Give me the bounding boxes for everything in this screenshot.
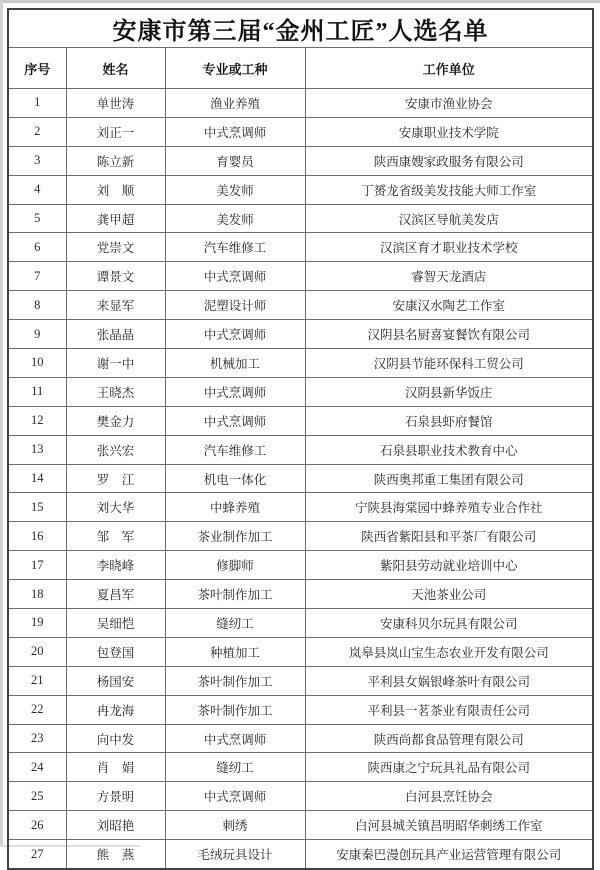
cell-work-unit: 平利县一茗茶业有限责任公司 [305,695,593,724]
cell-person-name: 向中发 [66,724,165,753]
table-row [8,233,593,262]
cell-profession: 缝纫工 [165,753,305,782]
cell-person-name: 张兴宏 [66,435,165,464]
cell-serial-number: 13 [8,435,66,464]
table-row [8,435,593,464]
cell-serial-number: 21 [8,666,66,695]
header-no: 序号 [8,48,66,89]
header-profession: 专业或工种 [165,48,305,89]
cell-profession: 中式烹调师 [165,724,305,753]
cell-person-name: 单世涛 [66,89,165,118]
table-row [8,464,593,493]
table-row [8,117,593,146]
cell-work-unit: 石泉县职业技术教育中心 [305,435,593,464]
cell-profession: 泥塑设计师 [165,291,305,320]
table-row [8,349,593,378]
cell-work-unit: 安康秦巴漫创玩具产业运营管理有限公司 [305,840,593,869]
cell-work-unit: 石泉县虾府餐馆 [305,406,593,435]
table-row [8,753,593,782]
table-row [8,840,593,869]
cell-person-name: 包登国 [66,637,165,666]
cell-work-unit: 白河县烹饪协会 [305,782,593,811]
cell-profession: 茶业制作加工 [165,522,305,551]
cell-person-name: 王晓杰 [66,377,165,406]
cell-serial-number: 19 [8,609,66,638]
cell-work-unit: 丁赟龙省级美发技能大师工作室 [305,175,593,204]
cell-serial-number: 8 [8,291,66,320]
table-row [8,724,593,753]
table-body [8,89,593,870]
table-row [8,493,593,522]
cell-person-name: 方景明 [66,782,165,811]
table-row [8,522,593,551]
cell-work-unit: 汉阴县新华饭庄 [305,377,593,406]
table-row [8,291,593,320]
cell-work-unit: 白河县城关镇昌明昭华刺绣工作室 [305,811,593,840]
page-edge-top [0,0,600,3]
table-row [8,262,593,291]
cell-profession: 美发师 [165,175,305,204]
cell-serial-number: 10 [8,349,66,378]
cell-profession: 毛绒玩具设计 [165,840,305,869]
cell-work-unit: 天池茶业公司 [305,580,593,609]
cell-work-unit: 陕西省紫阳县和平茶厂有限公司 [305,522,593,551]
table-row [8,175,593,204]
cell-serial-number: 9 [8,320,66,349]
cell-profession: 缝纫工 [165,609,305,638]
cell-serial-number: 11 [8,377,66,406]
cell-serial-number: 27 [8,840,66,869]
cell-work-unit: 安康市渔业协会 [305,89,593,118]
cell-profession: 茶叶制作加工 [165,580,305,609]
table-row [8,580,593,609]
cell-profession: 育婴员 [165,146,305,175]
cell-serial-number: 25 [8,782,66,811]
cell-work-unit: 陕西奥邦重工集团有限公司 [305,464,593,493]
cell-profession: 中式烹调师 [165,782,305,811]
cell-person-name: 刘 顺 [66,175,165,204]
cell-serial-number: 23 [8,724,66,753]
cell-serial-number: 20 [8,637,66,666]
cell-person-name: 刘正一 [66,117,165,146]
cell-person-name: 熊 燕 [66,840,165,869]
cell-work-unit: 汉滨区导航美发店 [305,204,593,233]
table-row [8,637,593,666]
table-row [8,666,593,695]
cell-profession: 渔业养殖 [165,89,305,118]
cell-profession: 汽车维修工 [165,233,305,262]
cell-work-unit: 睿智天龙酒店 [305,262,593,291]
cell-serial-number: 16 [8,522,66,551]
cell-serial-number: 3 [8,146,66,175]
cell-work-unit: 安康汉水陶艺工作室 [305,291,593,320]
cell-person-name: 龚甲超 [66,204,165,233]
cell-person-name: 杨国安 [66,666,165,695]
header-unit: 工作单位 [305,48,593,89]
cell-serial-number: 22 [8,695,66,724]
table-row [8,320,593,349]
cell-serial-number: 4 [8,175,66,204]
cell-work-unit: 岚皋县岚山宝生态农业开发有限公司 [305,637,593,666]
cell-person-name: 刘昭艳 [66,811,165,840]
cell-person-name: 李晓峰 [66,551,165,580]
table-row [8,377,593,406]
cell-serial-number: 5 [8,204,66,233]
cell-person-name: 罗 江 [66,464,165,493]
cell-profession: 机械加工 [165,349,305,378]
header-name: 姓名 [66,48,165,89]
cell-work-unit: 汉阴县名厨喜宴餐饮有限公司 [305,320,593,349]
cell-profession: 机电一体化 [165,464,305,493]
table-row [8,89,593,118]
cell-serial-number: 6 [8,233,66,262]
cell-profession: 修脚师 [165,551,305,580]
cell-work-unit: 汉阴县节能环保科工贸公司 [305,349,593,378]
cell-profession: 中式烹调师 [165,377,305,406]
cell-profession: 刺绣 [165,811,305,840]
cell-serial-number: 18 [8,580,66,609]
cell-profession: 汽车维修工 [165,435,305,464]
cell-profession: 中式烹调师 [165,320,305,349]
title-row [8,9,593,48]
table-row [8,782,593,811]
cell-serial-number: 17 [8,551,66,580]
page-title: 安康市第三届“金州工匠”人选名单 [8,9,593,48]
cell-profession: 种植加工 [165,637,305,666]
cell-serial-number: 15 [8,493,66,522]
cell-person-name: 陈立新 [66,146,165,175]
table-row [8,406,593,435]
cell-work-unit: 陕西尚都食品管理有限公司 [305,724,593,753]
cell-work-unit: 陕西康之宁玩具礼品有限公司 [305,753,593,782]
cell-person-name: 肖 娟 [66,753,165,782]
table-row [8,146,593,175]
cell-profession: 中蜂养殖 [165,493,305,522]
cell-profession: 茶叶制作加工 [165,666,305,695]
cell-work-unit: 安康科贝尔玩具有限公司 [305,609,593,638]
cell-serial-number: 24 [8,753,66,782]
cell-profession: 中式烹调师 [165,262,305,291]
cell-serial-number: 2 [8,117,66,146]
table-row [8,609,593,638]
cell-work-unit: 紫阳县劳动就业培训中心 [305,551,593,580]
cell-work-unit: 平利县女娲银峰茶叶有限公司 [305,666,593,695]
cell-serial-number: 26 [8,811,66,840]
cell-person-name: 吴细恺 [66,609,165,638]
cell-person-name: 邹 军 [66,522,165,551]
cell-profession: 茶叶制作加工 [165,695,305,724]
cell-work-unit: 陕西康嫂家政服务有限公司 [305,146,593,175]
cell-person-name: 夏昌军 [66,580,165,609]
table-row [8,811,593,840]
cell-serial-number: 7 [8,262,66,291]
header-row [8,48,593,89]
craftsman-roster-table [7,8,594,870]
cell-profession: 中式烹调师 [165,117,305,146]
cell-person-name: 樊金力 [66,406,165,435]
table-row [8,551,593,580]
page-edge-left [0,0,3,847]
table-row [8,204,593,233]
cell-work-unit: 宁陕县海棠园中蜂养殖专业合作社 [305,493,593,522]
cell-person-name: 谭景文 [66,262,165,291]
cell-person-name: 来显军 [66,291,165,320]
cell-person-name: 张晶晶 [66,320,165,349]
cell-profession: 美发师 [165,204,305,233]
cell-work-unit: 安康职业技术学院 [305,117,593,146]
cell-serial-number: 14 [8,464,66,493]
cell-profession: 中式烹调师 [165,406,305,435]
cell-person-name: 冉龙海 [66,695,165,724]
cell-serial-number: 12 [8,406,66,435]
cell-person-name: 党崇文 [66,233,165,262]
table-row [8,695,593,724]
cell-work-unit: 汉滨区育才职业技术学校 [305,233,593,262]
cell-person-name: 谢一中 [66,349,165,378]
cell-serial-number: 1 [8,89,66,118]
cell-person-name: 刘大华 [66,493,165,522]
